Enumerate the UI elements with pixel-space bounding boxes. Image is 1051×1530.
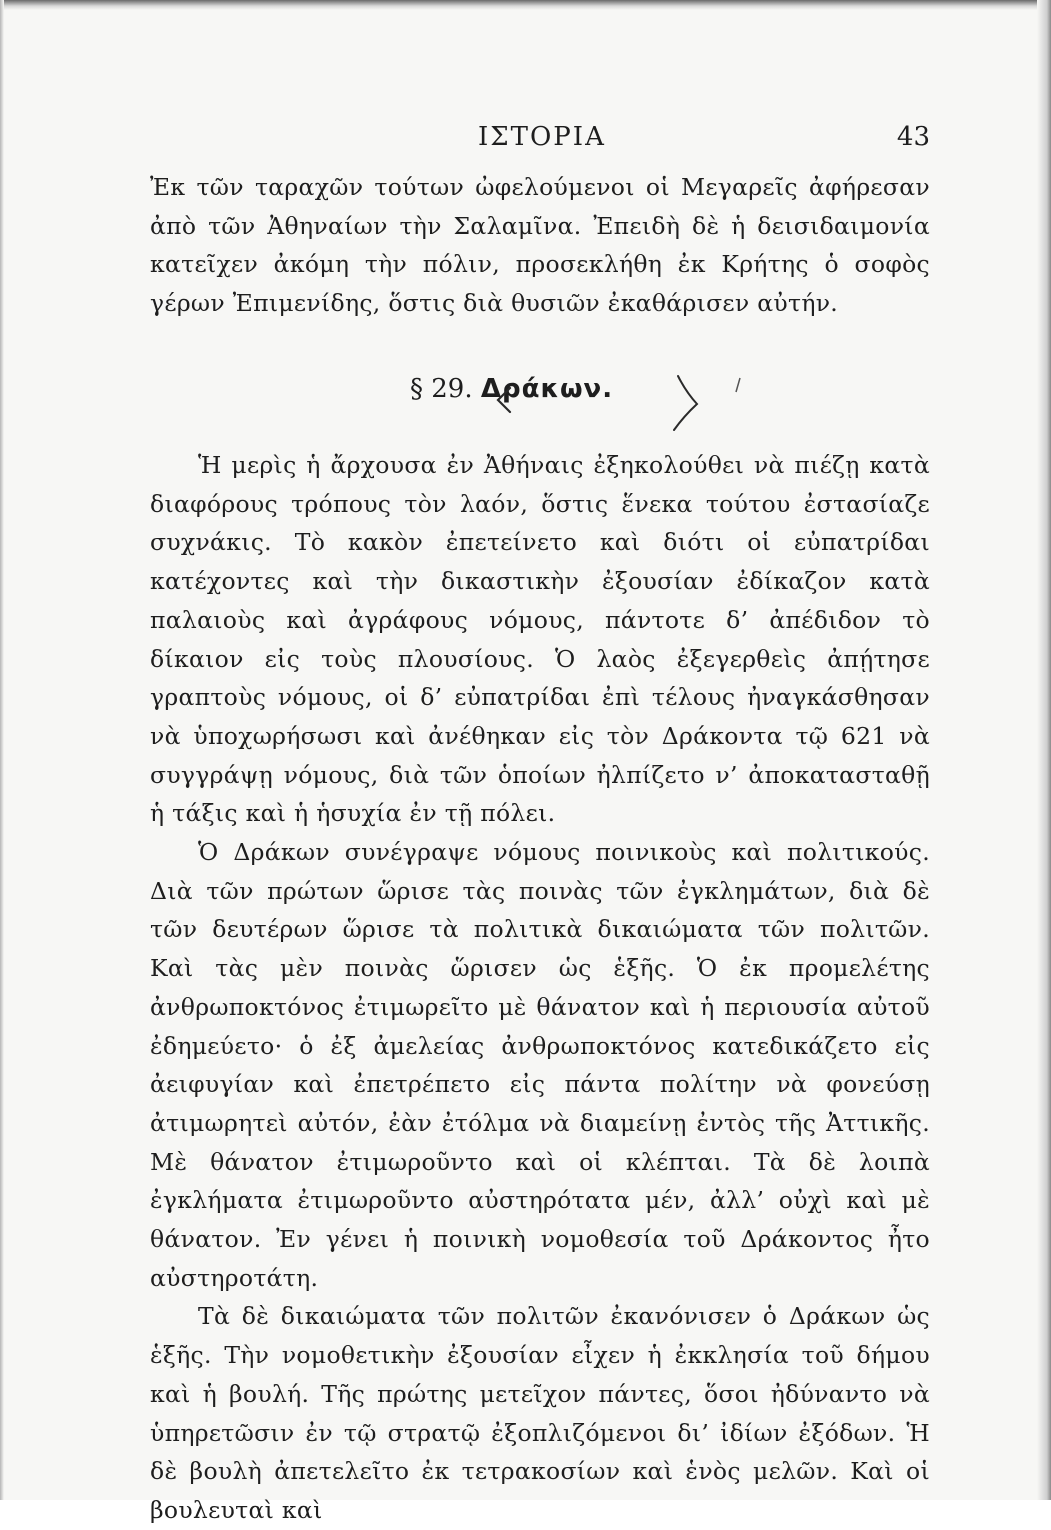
- page-edge-shadow-top: [0, 0, 1051, 10]
- page-edge-shadow-right: [1037, 0, 1051, 1500]
- page-header: [150, 122, 930, 162]
- section-title: Δράκων.: [480, 374, 614, 404]
- section-number: § 29.: [410, 374, 473, 404]
- running-title: ΙΣΤΟΡΙΑ: [478, 122, 606, 152]
- page-number: 43: [896, 122, 930, 152]
- paragraph: Ὁ Δράκων συνέγραψε νόμους ποινικοὺς καὶ πολιτικούς. Διὰ τῶν πρώτων ὥρισε τὰς ποινὰς τῶν ἐγκλημάτων, διὰ δὲ τῶν δευτέρων ὥρισε τὰ πολιτικὰ δικαιώματα τῶν πολιτῶν. Καὶ τὰς μὲν ποινὰς ὥρισεν ὡς ἑξῆς. Ὁ ἐκ προμελέτης ἀνθρωποκτόνος ἐτιμωρεῖτο μὲ θάνατον καὶ ἡ περιουσία αὐτοῦ ἐδημεύετο· ὁ ἐξ ἀμελείας ἀνθρωποκτόνος κατεδικάζετο εἰς ἀειφυγίαν καὶ ἐπετρέπετο εἰς πάντα πολίτην νὰ φονεύσῃ ἀτιμωρητεὶ αὐτόν, ἐὰν ἐτόλμα νὰ διαμείνῃ ἐντὸς τῆς Ἀττικῆς. Μὲ θάνατον ἐτιμωροῦντο καὶ οἱ κλέπται. Τὰ δὲ λοιπὰ ἐγκλήματα ἐτιμωροῦντο αὐστηρότατα μέν, ἀλλ’ οὐχὶ καὶ μὲ θάνατον. Ἐν γένει ἡ ποινικὴ νομοθεσία τοῦ Δράκοντος ἦτο αὐστηροτάτη.: [150, 838, 930, 1292]
- paragraph: Ἡ μερὶς ἡ ἄρχουσα ἐν Ἀθήναις ἐξηκολούθει νὰ πιέζῃ κατὰ διαφόρους τρόπους τὸν λαόν, ὅστις ἕνεκα τούτου ἐστασίαζε συχνάκις. Τὸ κακὸν ἐπετείνετο καὶ διότι οἱ εὐπατρίδαι κατέχοντες καὶ τὴν δικαστικὴν ἐξουσίαν ἐδίκαζον κατὰ παλαιοὺς καὶ ἀγράφους νόμους, πάντοτε δ’ ἀπέδιδον τὸ δίκαιον εἰς τοὺς πλουσίους. Ὁ λαὸς ἐξεγερθεὶς ἀπῄτησε γραπτοὺς νόμους, οἱ δ’ εὐπατρίδαι ἐπὶ τέλους ἠναγκάσθησαν νὰ ὑποχωρήσωσι καὶ ἀνέθηκαν εἰς τὸν Δράκοντα τῷ 621 νὰ συγγράψῃ νόμους, διὰ τῶν ὁποίων ἠλπίζετο ν’ ἀποκατασταθῇ ἡ τάξις καὶ ἡ ἡσυχία ἐν τῇ πόλει.: [150, 451, 930, 828]
- intro-text: [150, 168, 930, 323]
- paragraph: Τὰ δὲ δικαιώματα τῶν πολιτῶν ἐκανόνισεν ὁ Δράκων ὡς ἑξῆς. Τὴν νομοθετικὴν ἐξουσίαν εἶχεν ἡ ἐκκλησία τοῦ δήμου καὶ ἡ βουλή. Τῆς πρώτης μετεῖχον πάντες, ὅσοι ἠδύναντο νὰ ὑπηρετῶσιν ἐν τῷ στρατῷ ἐξοπλιζόμενοι δι’ ἰδίων ἐξόδων. Ἡ δὲ βουλὴ ἀπετελεῖτο ἐκ τετρακοσίων καὶ ἑνὸς μελῶν. Καὶ οἱ βουλευταὶ καὶ: [150, 1302, 930, 1524]
- body-text: [150, 446, 930, 1530]
- paragraph: Ἐκ τῶν ταραχῶν τούτων ὠφελούμενοι οἱ Μεγαρεῖς ἀφήρεσαν ἀπὸ τῶν Ἀθηναίων τὴν Σαλαμῖνα. Ἐπειδὴ δὲ ἡ δεισιδαιμονία κατεῖχεν ἀκόμη τὴν πόλιν, προσεκλήθη ἐκ Κρήτης ὁ σοφὸς γέρων Ἐπιμενίδης, ὅστις διὰ θυσιῶν ἐκαθάρισεν αὐτήν.: [150, 173, 930, 318]
- handwritten-bracket-annotation: [490, 370, 710, 440]
- page-edge-shadow-left: [0, 0, 4, 1500]
